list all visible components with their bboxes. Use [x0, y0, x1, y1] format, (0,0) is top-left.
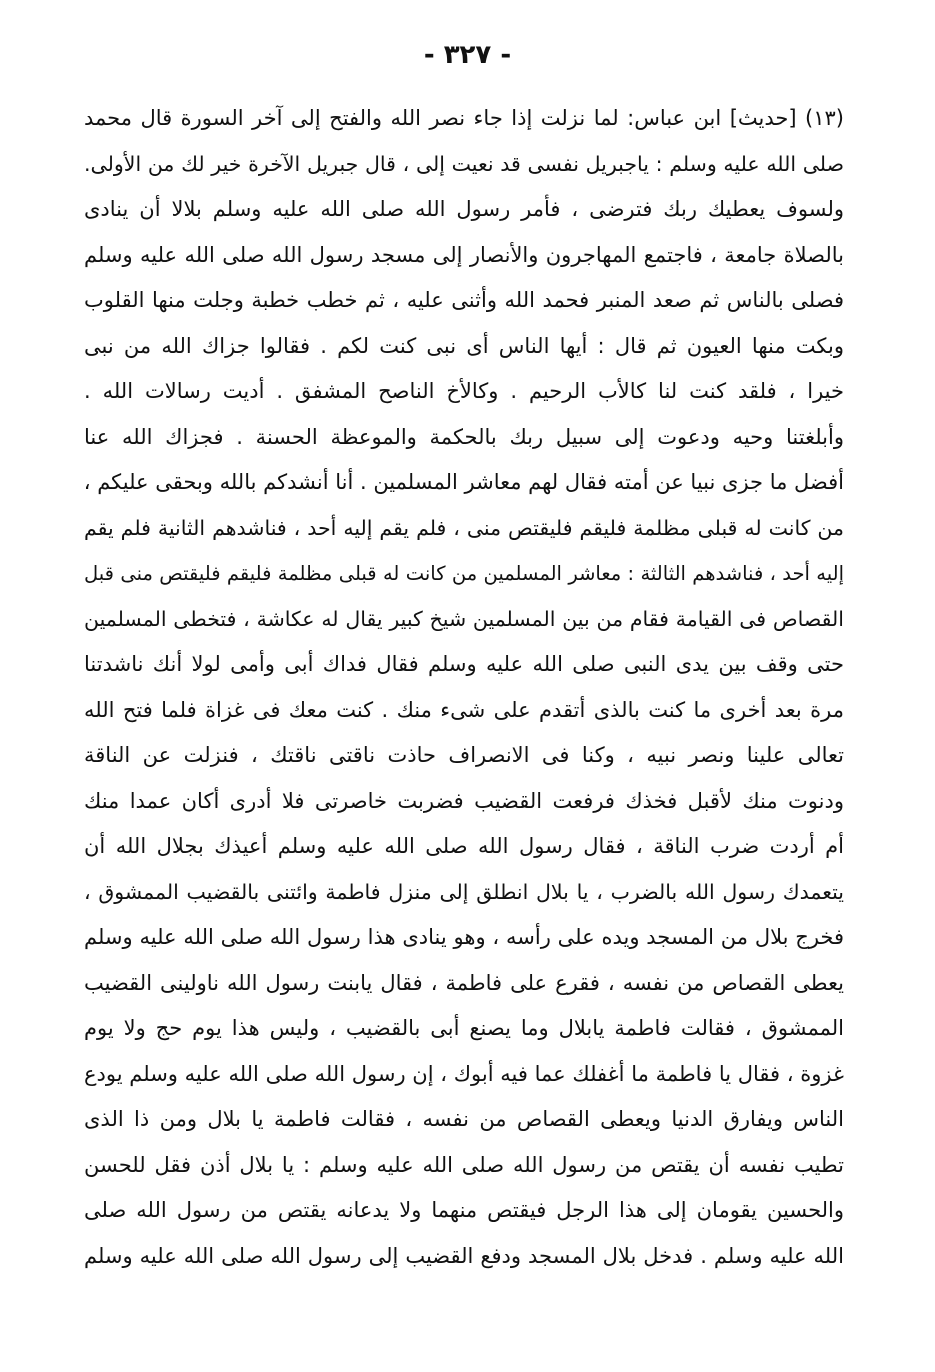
page-number: - ٣٢٧ -: [423, 40, 512, 70]
hadith-text-body: [84, 96, 844, 1279]
text-line: يتعمدك رسول الله بالضرب ، يا بلال انطلق إلى منزل فاطمة وائتنى بالقضيب الممشوق ،: [84, 879, 844, 904]
text-line: القصاص فى القيامة فقام من بين المسلمين شيخ كبير يقال له عكاشة ، فتخطى المسلمين: [84, 606, 844, 631]
text-line: الممشوق ، فقالت فاطمة يابلال وما يصنع أبى بالقضيب ، وليس هذا يوم حج ولا يوم: [84, 1016, 844, 1040]
text-line: إليه أحد ، فناشدهم الثالثة : معاشر المسلمين من كانت له قبلى مظلمة فليقم فليقتص منى قبل: [84, 562, 844, 585]
text-line: من كانت له قبلى مظلمة فليقم فليقتص منى ، فلم يقم إليه أحد ، فناشدهم الثانية فلم يقم: [84, 515, 844, 540]
text-line: ولسوف يعطيك ربك فترضى ، فأمر رسول الله صلى الله عليه وسلم بلالا أن ينادى: [84, 197, 844, 221]
text-line: مرة بعد أخرى ما كنت بالذى أتقدم على شىء منك . كنت معك فى غزاة فلما فتح الله: [84, 697, 844, 722]
text-line: يعطى القصاص من نفسه ، فقرع على فاطمة ، فقال يابنت رسول الله ناولينى القضيب: [84, 970, 844, 995]
text-line: بالصلاة جامعة ، فاجتمع المهاجرون والأنصار إلى مسجد رسول الله صلى الله عليه وسلم: [84, 242, 844, 267]
text-line: وأبلغتنا وحيه ودعوت إلى سبيل ربك بالحكمة والموعظة الحسنة . فجزاك الله عنا: [84, 424, 844, 449]
text-line: ودنوت منك لأقبل فخذك فرفعت القضيب فضربت خاصرتى فلا أدرى أكان عمدا منك: [84, 788, 844, 813]
text-line: تعالى علينا ونصر نبيه ، وكنا فى الانصراف حاذت ناقتى ناقتك ، فنزلت عن الناقة: [84, 743, 844, 767]
text-line: فصلى بالناس ثم صعد المنبر فحمد الله وأثنى عليه ، ثم خطب خطبة وجلت منها القلوب: [84, 288, 844, 312]
text-line: صلى الله عليه وسلم : ياجبريل نفسى قد نعيت إلى ، قال جبريل الآخرة خير لك من الأولى.: [84, 151, 844, 176]
text-line: تطيب نفسه أن يقتص من رسول الله صلى الله عليه وسلم : يا بلال أذن فقل للحسن: [84, 1152, 844, 1177]
text-line: (١٣) [حديث] ابن عباس: لما نزلت إذا جاء نصر الله والفتح إلى آخر السورة قال محمد: [84, 106, 844, 130]
text-line: الله عليه وسلم . فدخل بلال المسجد ودفع القضيب إلى رسول الله صلى الله عليه وسلم: [84, 1243, 844, 1268]
text-line: أم أردت ضرب الناقة ، فقال رسول الله صلى الله عليه وسلم أعيذك بجلال الله أن: [84, 834, 844, 858]
text-line: أفضل ما جزى نبيا عن أمته فقال لهم معاشر المسلمين . أنا أنشدكم بالله وبحقى عليكم ،: [84, 470, 844, 494]
text-line: خيرا ، فلقد كنت لنا كالأب الرحيم . وكالأخ الناصح المشفق . أديت رسالات الله .: [84, 379, 844, 403]
text-line: وبكت منها العيون ثم قال : أيها الناس أى نبى كنت لكم . فقالوا جزاك الله من نبى: [84, 333, 844, 358]
text-line: حتى وقف بين يدى النبى صلى الله عليه وسلم فقال فداك أبى وأمى لولا أنك ناشدتنا: [84, 652, 844, 676]
text-line: والحسين يقومان إلى هذا الرجل فيقتص منهما ولا يدعانه يقتص من رسول الله صلى: [84, 1198, 844, 1222]
text-line: غزوة ، فقال يا فاطمة ما أغفلك عما فيه أبوك ، إن رسول الله صلى الله عليه وسلم يودع: [84, 1061, 844, 1086]
text-line: فخرج بلال من المسجد ويده على رأسه ، وهو ينادى هذا رسول الله صلى الله عليه وسلم: [84, 925, 844, 949]
text-line: الناس ويفارق الدنيا ويعطى القصاص من نفسه ، فقالت فاطمة يا بلال ومن ذا الذى: [84, 1107, 844, 1131]
